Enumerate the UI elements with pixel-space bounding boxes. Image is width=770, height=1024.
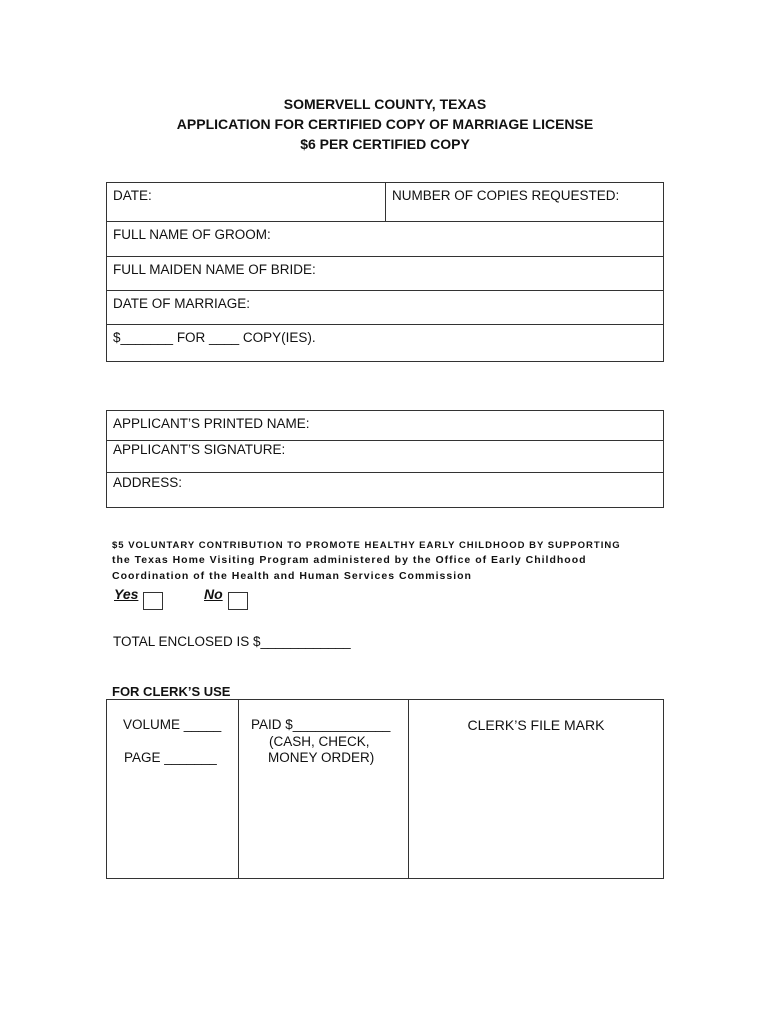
bride-label: FULL MAIDEN NAME OF BRIDE: <box>113 262 316 277</box>
copies-label: NUMBER OF COPIES REQUESTED: <box>392 188 620 203</box>
marriage-date-label: DATE OF MARRIAGE: <box>113 296 251 311</box>
fee-title: $6 PER CERTIFIED COPY <box>300 136 470 152</box>
marriage-date-field[interactable] <box>107 291 663 325</box>
yes-checkbox[interactable] <box>143 592 163 610</box>
fee-line: $_______ FOR ____ COPY(IES). <box>113 330 316 345</box>
date-copies-row <box>107 183 663 222</box>
file-mark-cell <box>409 700 663 878</box>
printed-name-label: APPLICANT’S PRINTED NAME: <box>113 416 310 431</box>
printed-name-field[interactable] <box>107 411 663 441</box>
fee-field[interactable] <box>107 325 663 361</box>
contribution-text-1: the Texas Home Visiting Program administered by the Office of Early Childhood <box>112 554 587 566</box>
paid-cell <box>239 700 409 878</box>
date-label: DATE: <box>113 188 152 203</box>
contribution-text-2: Coordination of the Health and Human Services Commission <box>112 570 472 582</box>
no-checkbox[interactable] <box>228 592 248 610</box>
date-field[interactable] <box>107 183 386 221</box>
address-field[interactable] <box>107 473 663 507</box>
signature-label: APPLICANT’S SIGNATURE: <box>113 442 286 457</box>
volume-field[interactable]: VOLUME _____ <box>123 717 222 732</box>
volume-page-cell <box>107 700 239 878</box>
file-mark-label: CLERK’S FILE MARK <box>467 717 605 733</box>
applicant-table <box>106 410 664 508</box>
signature-field[interactable] <box>107 441 663 473</box>
clerk-use-table <box>106 699 664 879</box>
license-info-table <box>106 182 664 362</box>
clerk-heading: FOR CLERK’S USE <box>112 684 231 699</box>
bride-name-field[interactable] <box>107 257 663 291</box>
copies-field[interactable] <box>386 183 663 221</box>
county-title: SOMERVELL COUNTY, TEXAS <box>283 96 487 112</box>
paid-field[interactable]: PAID $_____________ <box>251 717 391 732</box>
no-label: No <box>204 586 223 602</box>
form-title <box>0 94 770 154</box>
address-label: ADDRESS: <box>113 475 183 490</box>
contribution-heading: $5 VOLUNTARY CONTRIBUTION TO PROMOTE HEALTHY EARLY CHILDHOOD BY SUPPORTING <box>112 540 621 551</box>
payment-methods-2: MONEY ORDER) <box>268 750 375 765</box>
groom-label: FULL NAME OF GROOM: <box>113 227 271 242</box>
application-title: APPLICATION FOR CERTIFIED COPY OF MARRIAGE LICENSE <box>176 116 594 132</box>
page-field[interactable]: PAGE _______ <box>124 750 217 765</box>
groom-name-field[interactable] <box>107 222 663 257</box>
payment-methods-1: (CASH, CHECK, <box>269 734 370 749</box>
total-enclosed-field[interactable]: TOTAL ENCLOSED IS $____________ <box>113 634 351 649</box>
yes-label: Yes <box>114 586 139 602</box>
